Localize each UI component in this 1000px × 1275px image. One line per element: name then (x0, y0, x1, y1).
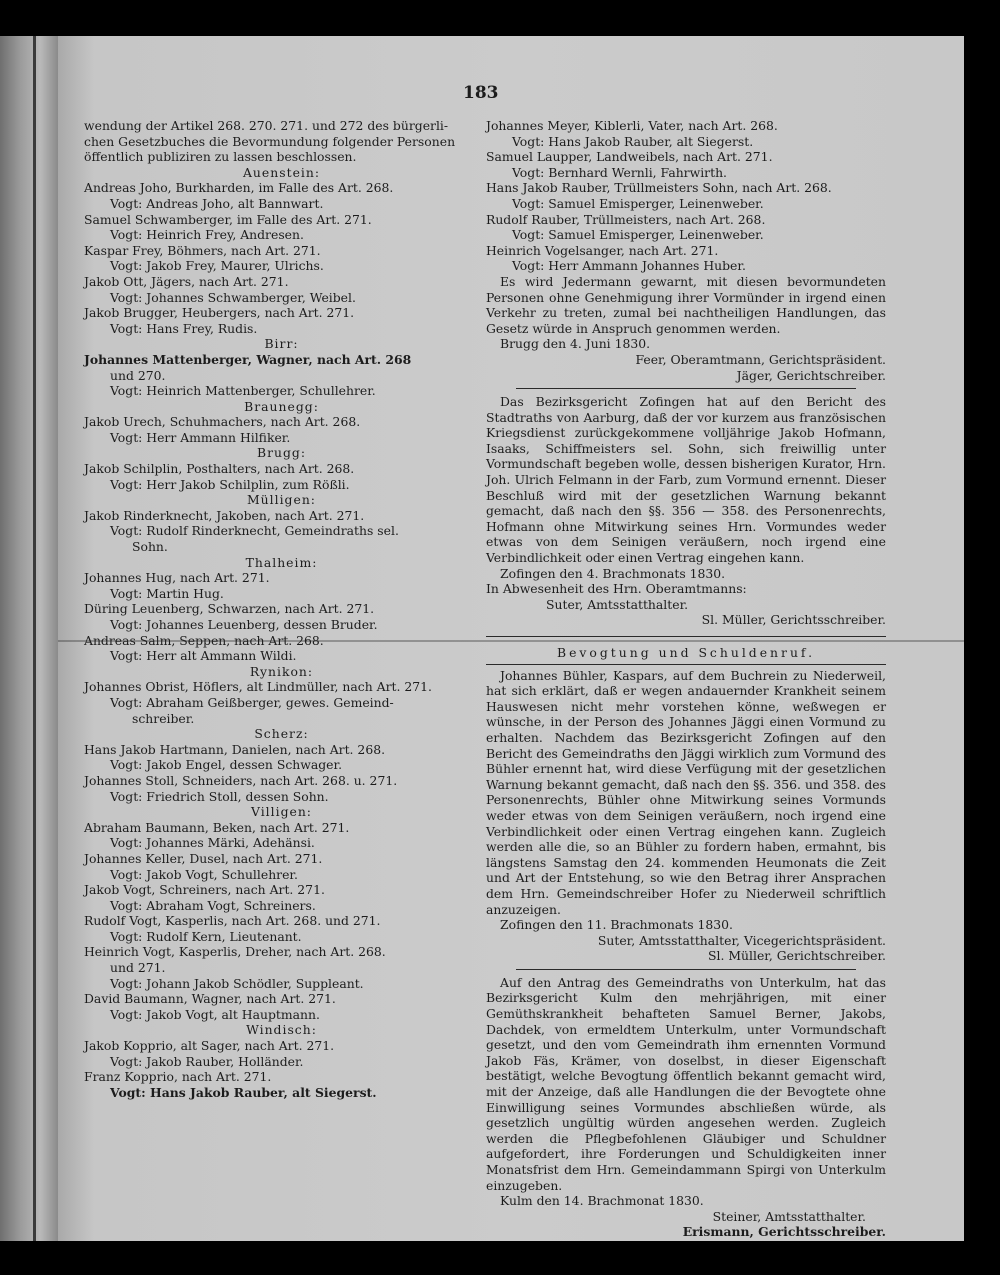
ward-line: öffentlich publiziren zu lassen beschlossen. (84, 149, 357, 165)
divider (516, 969, 856, 970)
guardian-line: Sohn. (132, 539, 168, 555)
document-page (58, 36, 964, 1241)
guardian-line: Vogt: Johannes Schwamberger, Weibel. (110, 289, 356, 305)
zofingen-date-1: Zofingen den 4. Brachmonats 1830. (500, 565, 726, 581)
guardian-line: schreiber. (132, 710, 195, 726)
ward-line: Jakob Brugger, Heubergers, nach Art. 271. (84, 305, 355, 321)
ward-line: Hans Jakob Hartmann, Danielen, nach Art. 268. (84, 741, 386, 757)
brugg-date: Brugg den 4. Juni 1830. (500, 336, 651, 352)
zofingen-date-2: Zofingen den 11. Brachmonats 1830. (500, 917, 733, 933)
ward-line: Abraham Baumann, Beken, nach Art. 271. (84, 819, 350, 835)
ward-line: Andreas Salm, Seppen, nach Art. 268. (84, 632, 324, 648)
guardian-line: und 270. (110, 367, 166, 383)
guardian-line: Vogt: Rudolf Kern, Lieutenant. (110, 928, 302, 944)
ward-line: David Baumann, Wagner, nach Art. 271. (84, 991, 336, 1007)
guardian-line: Vogt: Abraham Geißberger, gewes. Gemeind- (110, 694, 394, 710)
guardian-line: Vogt: Johannes Leuenberg, dessen Bruder. (110, 617, 378, 632)
ward-line: Andreas Joho, Burkharden, im Falle des Art. 268. (84, 180, 394, 196)
warning-paragraph: Es wird Jedermann gewarnt, mit diesen bevormundeten Personen ohne Genehmigung ihrer Vormünder in irgend einen Verkehr zu treten, zumal bei nachtheiligen Handlungen, das Gesetz würde in Anspruch genommen werden. (486, 273, 886, 336)
zofingen-signature-clerk-2: Sl. Müller, Gerichtschreiber. (708, 948, 886, 964)
ward-line: Johannes Hug, nach Art. 271. (84, 570, 270, 586)
guardian-line: Vogt: Herr Jakob Schilplin, zum Rößli. (110, 476, 350, 492)
ward-line: wendung der Artikel 268. 270. 271. und 272 des bürgerli- (84, 118, 449, 133)
place-heading: Mülligen: (247, 492, 316, 508)
zofingen-signature-vice-president: Suter, Amtsstatthalter, Vicegerichtspräsident. (597, 932, 886, 948)
place-heading: Thalheim: (245, 554, 318, 570)
ward-line: Franz Kopprio, nach Art. 271. (84, 1069, 272, 1085)
guardian-line: Vogt: Rudolf Rinderknecht, Gemeindraths sel. (110, 523, 399, 539)
ward-line: Jakob Urech, Schuhmachers, nach Art. 268. (84, 414, 361, 430)
guardian-line: Vogt: Herr Ammann Johannes Huber. (512, 258, 746, 274)
guardian-line: Vogt: Hans Jakob Rauber, alt Siegerst. (110, 1084, 377, 1100)
section-heading: Bevogtung und Schuldenruf. (486, 636, 886, 661)
ward-line: Johannes Obrist, Höflers, alt Lindmüller, nach Art. 271. (84, 679, 432, 695)
guardian-line: Vogt: Heinrich Mattenberger, Schullehrer. (110, 383, 376, 399)
guardian-line: Vogt: Martin Hug. (110, 585, 224, 601)
ward-line: Johannes Mattenberger, Wagner, nach Art. 268 (84, 351, 412, 367)
binding-edge (33, 36, 36, 1241)
ward-line: Düring Leuenberg, Schwarzen, nach Art. 271. (84, 601, 375, 617)
guardian-line: Vogt: Heinrich Frey, Andresen. (110, 227, 304, 243)
book-binding (0, 36, 58, 1241)
ward-line: chen Gesetzbuches die Bevormundung folgender Personen (84, 133, 456, 149)
ward-line: Heinrich Vogt, Kasperlis, Dreher, nach Art. 268. (84, 944, 386, 960)
ward-line: Jakob Rinderknecht, Jakoben, nach Art. 271. (84, 507, 365, 523)
ward-line: Jakob Ott, Jägers, nach Art. 271. (84, 273, 289, 289)
guardian-line: Vogt: Hans Frey, Rudis. (110, 320, 258, 336)
guardian-line: Vogt: Samuel Emisperger, Leinenweber. (512, 195, 764, 211)
guardian-line: Vogt: Bernhard Wernli, Fahrwirth. (512, 164, 727, 180)
ward-line: Jakob Kopprio, alt Sager, nach Art. 271. (84, 1038, 335, 1054)
divider (516, 388, 856, 389)
guardian-line: Vogt: Jakob Rauber, Holländer. (110, 1053, 304, 1069)
guardianship-list-continued (486, 118, 886, 274)
place-heading: Rynikon: (249, 663, 314, 679)
brugg-signature-clerk: Jäger, Gerichtschreiber. (736, 367, 886, 383)
brugg-signature-president: Feer, Oberamtmann, Gerichtspräsident. (635, 351, 886, 367)
ward-line: Samuel Schwamberger, im Falle des Art. 271. (84, 211, 372, 227)
kulm-signature-deputy: Steiner, Amtsstatthalter. (712, 1208, 866, 1224)
ward-line: Rudolf Rauber, Trüllmeisters, nach Art. 268. (486, 211, 766, 227)
place-heading: Brugg: (256, 445, 307, 461)
kulm-paragraph: Auf den Antrag des Gemeindraths von Unterkulm, hat das Bezirksgericht Kulm den mehrjährigen, mit einer Gemüthskrankheit behafteten Samuel Berner, Jakobs, Dachdek, von ermeldtem Unterkulm, unter Vormundschaft gesetzt, und den vom Gemeindrath ihm ernennten Vormund Jakob Fäs, Krämer, von doselbst, in dieser Eigenschaft bestätigt, welche Bevogtung öffentlich bekannt gemacht wird, mit der Anzeige, daß alle Handlungen die der Bevogtete ohne Einwilligung seines Vormundes abschließen würde, als gesetzlich ungültig würden angesehen werden. Zugleich werden die Pflegbefohlenen Gläubiger und Schuldner aufgefordert, ihre Forderungen und Schuldigkeiten inner Monatsfrist dem Hrn. Gemeindammann Spirgi von Unterkulm einzugeben. (486, 974, 886, 1193)
guardian-line: Vogt: Abraham Vogt, Schreiners. (110, 897, 316, 913)
zofingen-absence-note: In Abwesenheit des Hrn. Oberamtmanns: (486, 581, 747, 597)
left-column (84, 118, 479, 1100)
guardian-line: Vogt: Johannes Märki, Adehänsi. (110, 835, 315, 851)
ward-line: Rudolf Vogt, Kasperlis, nach Art. 268. und 271. (84, 913, 381, 929)
place-heading: Scherz: (254, 726, 309, 742)
ward-line: Johannes Stoll, Schneiders, nach Art. 268. u. 271. (84, 772, 398, 788)
guardian-line: Vogt: Herr Ammann Hilfiker. (110, 429, 291, 445)
buehler-paragraph: Johannes Bühler, Kaspars, auf dem Buchrein zu Niederweil, hat sich erklärt, daß er wegen andauernder Krankheit seinem Hauswesen nicht mehr vorstehen könne, weßwegen er wünsche, in der Person des Johannes Jäggi einen Vormund zu erhalten. Nachdem das Bezirksgericht Zofingen auf den Bericht des Gemeindraths den Jäggi wirklich zum Vormund des Bühler ernennt hat, wird diese Verfügung mit der gesetzlichen Warnung bekannt gemacht, daß nach den §§. 356. und 358. des Personenrechts, Bühler ohne Mitwirkung seines Vormunds weder etwas von dem Seinigen veräußern, noch irgend eine Verbindlichkeit oder einen Vertrag eingehen kann. Zugleich werden alle die, so an Bühler zu fordern haben, ermahnt, bis längstens Samstag den 24. kommenden Heumonats die Zeit und Art der Entstehung, so wie den Betrag ihrer Ansprachen dem Hrn. Gemeindschreiber Hofer zu Niederweil schriftlich anzuzeigen. (486, 664, 886, 918)
ward-line: Jakob Vogt, Schreiners, nach Art. 271. (84, 882, 325, 898)
place-heading: Villigen: (250, 804, 312, 820)
page-fold (58, 640, 964, 642)
kulm-signature-clerk: Erismann, Gerichtsschreiber. (682, 1224, 886, 1240)
guardian-line: Vogt: Jakob Vogt, Schullehrer. (110, 866, 298, 882)
kulm-date: Kulm den 14. Brachmonat 1830. (500, 1193, 704, 1209)
guardian-line: Vogt: Herr alt Ammann Wildi. (110, 648, 297, 664)
ward-line: Kaspar Frey, Böhmers, nach Art. 271. (84, 242, 321, 258)
ward-line: Samuel Laupper, Landweibels, nach Art. 271. (486, 149, 773, 165)
ward-line: Johannes Meyer, Kiblerli, Vater, nach Art. 268. (486, 118, 778, 133)
guardian-line: Vogt: Friedrich Stoll, dessen Sohn. (110, 788, 329, 804)
zofingen-paragraph: Das Bezirksgericht Zofingen hat auf den Bericht des Stadtraths von Aarburg, daß der vor kurzem aus französischen Kriegsdienst zurückgekommene volljährige Jakob Hofmann, Isaaks, Schiffmeisters sel. Sohn, sich freiwillig unter Vormundschaft begeben wolle, dessen bisherigen Kurator, Hrn. Joh. Ulrich Felmann in der Farb, zum Vormund ernennt. Dieser Beschluß wird mit der gesetzlichen Warnung bekannt gemacht, daß nach den §§. 356 — 358. des Personenrechts, Hofmann ohne Mitwirkung seines Hrn. Vormundes weder etwas von dem Seinigen veräußern, noch irgend eine Verbindlichkeit oder einen Vertrag eingehen kann. (486, 394, 886, 566)
guardian-line: Vogt: Johann Jakob Schödler, Suppleant. (110, 975, 364, 991)
guardian-line: Vogt: Jakob Vogt, alt Hauptmann. (110, 1006, 320, 1022)
place-heading: Windisch: (246, 1022, 317, 1038)
ward-line: Johannes Keller, Dusel, nach Art. 271. (84, 850, 323, 866)
guardian-line: Vogt: Jakob Engel, dessen Schwager. (110, 757, 343, 773)
guardian-line: und 271. (110, 960, 166, 976)
right-column (486, 118, 886, 1240)
guardian-line: Vogt: Hans Jakob Rauber, alt Siegerst. (512, 133, 754, 149)
ward-line: Jakob Schilplin, Posthalters, nach Art. 268. (84, 461, 355, 477)
page-number: 183 (463, 83, 499, 103)
place-heading: Birr: (264, 336, 299, 352)
ward-line: Hans Jakob Rauber, Trüllmeisters Sohn, nach Art. 268. (486, 180, 832, 196)
place-heading: Braunegg: (244, 398, 319, 414)
zofingen-signature-deputy: Suter, Amtsstatthalter. (546, 596, 689, 612)
zofingen-signature-clerk: Sl. Müller, Gerichtsschreiber. (701, 612, 886, 628)
ward-line: Heinrich Vogelsanger, nach Art. 271. (486, 242, 719, 258)
guardian-line: Vogt: Jakob Frey, Maurer, Ulrichs. (110, 258, 324, 274)
place-heading: Auenstein: (242, 164, 321, 180)
guardian-line: Vogt: Andreas Joho, alt Bannwart. (110, 195, 324, 211)
guardian-line: Vogt: Samuel Emisperger, Leinenweber. (512, 227, 764, 243)
